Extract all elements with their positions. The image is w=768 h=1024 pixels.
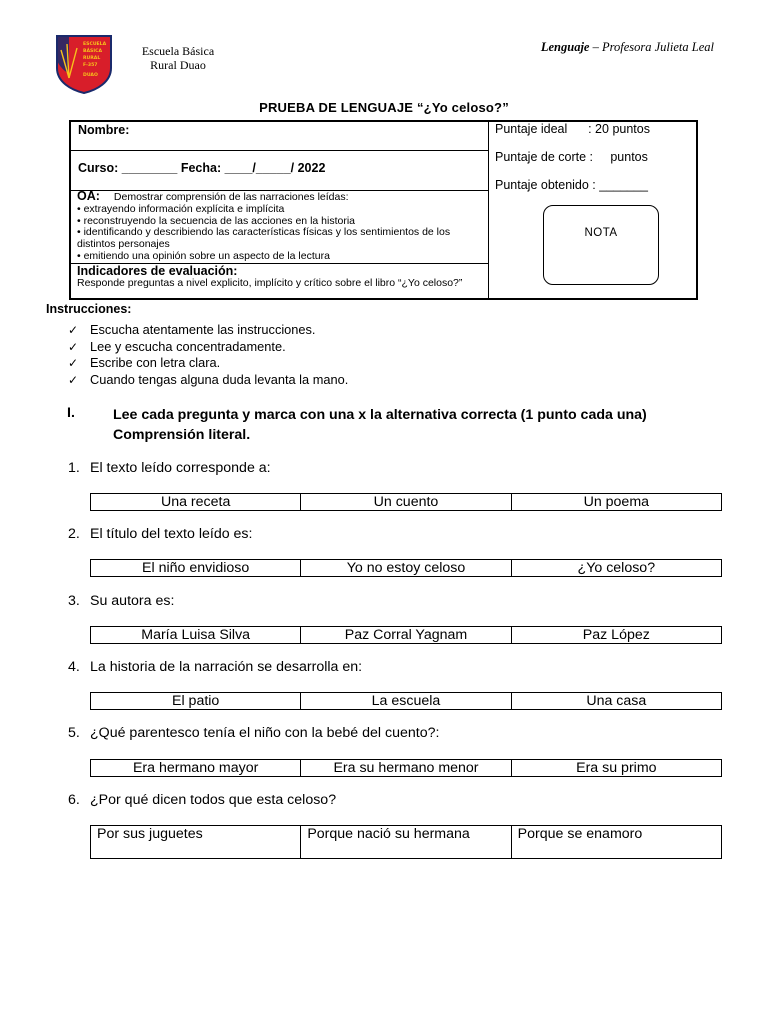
option-cell[interactable]: El patio (172, 693, 220, 709)
instruction-item (68, 339, 348, 356)
obtained-score[interactable]: Puntaje obtenido : _______ (495, 178, 648, 192)
question (68, 593, 174, 609)
oa-item: • extrayendo información explícita e implícita (77, 202, 285, 215)
info-table (69, 120, 698, 300)
option-cell[interactable]: Era hermano mayor (132, 760, 259, 776)
option-cell[interactable]: Porque nació su hermana (300, 826, 510, 858)
instruction-item (68, 355, 348, 372)
option-cell[interactable]: Un cuento (300, 494, 510, 510)
instruction-item (68, 322, 348, 339)
option-cell[interactable]: Un poema (511, 494, 721, 510)
option-cell[interactable]: Era su hermano menor (300, 760, 510, 776)
instruction-text: Escucha atentamente las instrucciones. (90, 322, 316, 337)
instruction-text: Cuando tengas alguna duda levanta la mano. (90, 371, 349, 387)
option-cell[interactable]: Paz López (511, 627, 721, 643)
logo-text-line: BÁSICA (83, 49, 103, 54)
question-number: 6. (68, 792, 80, 808)
options-row (90, 825, 722, 859)
checkmark-icon: ✓ (68, 356, 79, 370)
course-date-field[interactable]: Curso: ________ Fecha: ____/_____/ 2022 (71, 151, 489, 191)
subject-name: Lenguaje (540, 40, 590, 54)
option-cell[interactable]: Una receta (160, 494, 231, 510)
option-cell[interactable]: Por sus juguetes (97, 826, 203, 842)
instructions-title: Instrucciones: (46, 302, 132, 316)
question-number: 3. (68, 593, 80, 609)
option-cell[interactable]: El niño envidioso (142, 560, 250, 576)
question-number: 1. (68, 460, 80, 476)
question-number: 2. (68, 526, 80, 542)
question (68, 460, 271, 476)
indicators-text: Responde preguntas a nivel explicito, implícito y crítico sobre el libro “¿Yo celoso?” (77, 277, 463, 289)
oa-item: • identificando y describiendo las características físicas y los sentimientos de los distintos personajes (77, 226, 451, 251)
school-name (118, 44, 238, 72)
school-name-line: Rural Duao (150, 58, 206, 72)
option-cell[interactable]: Yo no estoy celoso (300, 560, 510, 576)
school-name-line: Escuela Básica (141, 44, 215, 58)
question (68, 792, 336, 808)
section-heading: Lee cada pregunta y marca con una x la alternativa correcta (1 punto cada una) Comprensión literal. (113, 407, 647, 443)
option-cell[interactable]: La escuela (300, 693, 510, 709)
oa-item: • emitiendo una opinión sobre un aspecto de la lectura (77, 249, 330, 262)
name-field[interactable]: Nombre: (71, 122, 489, 151)
school-logo (55, 34, 113, 94)
option-cell[interactable]: María Luisa Silva (141, 627, 251, 643)
instruction-text: Lee y escucha concentradamente. (90, 338, 286, 354)
oa-label: OA: (77, 189, 100, 203)
logo-text-line: RURAL (83, 56, 101, 61)
question-text: ¿Por qué dicen todos que esta celoso? (90, 792, 337, 808)
logo-text-line: F-357 (83, 63, 98, 68)
question-text: El título del texto leído es: (90, 526, 253, 542)
section-number: I. (67, 405, 75, 421)
indicators-label: Indicadores de evaluación: (77, 264, 238, 278)
checkmark-icon: ✓ (68, 339, 79, 354)
options-row (90, 559, 722, 577)
option-cell[interactable]: Paz Corral Yagnam (300, 627, 510, 643)
option-cell[interactable]: Porque se enamoro (511, 826, 721, 858)
logo-text-line: ESCUELA (83, 42, 107, 47)
logo-text-line: DUAO (83, 73, 98, 78)
checkmark-icon: ✓ (68, 372, 79, 387)
oa-intro: Demostrar comprensión de las narraciones leídas: (113, 191, 349, 203)
options-row (90, 493, 722, 511)
page-title: PRUEBA DE LENGUAJE “¿Yo celoso?” (259, 100, 509, 115)
question-text: Su autora es: (90, 593, 175, 609)
checkmark-icon: ✓ (68, 323, 79, 337)
question-number: 5. (68, 725, 80, 741)
oa-item: • reconstruyendo la secuencia de las acciones en la historia (77, 214, 356, 227)
instruction-item (68, 372, 348, 389)
ideal-score: Puntaje ideal : 20 puntos (495, 122, 650, 136)
question (68, 526, 252, 542)
options-row (90, 692, 722, 710)
teacher-name: – Profesora Julieta Leal (589, 40, 714, 54)
evaluation-indicators (71, 264, 489, 300)
option-cell[interactable]: Una casa (511, 693, 721, 709)
question (68, 725, 439, 741)
score-panel (489, 122, 696, 298)
question-text: La historia de la narración se desarrolla en: (90, 659, 363, 675)
subject-teacher (541, 40, 714, 55)
options-row (90, 759, 722, 777)
question-text: El texto leído corresponde a: (90, 460, 271, 476)
cutoff-score: Puntaje de corte : puntos (495, 150, 648, 164)
question-text: ¿Qué parentesco tenía el niño con la bebé del cuento?: (90, 725, 440, 741)
question-number: 4. (68, 659, 80, 675)
options-row (90, 626, 722, 644)
option-cell[interactable]: Era su primo (511, 760, 721, 776)
instruction-text: Escribe con letra clara. (90, 355, 221, 370)
option-cell[interactable]: ¿Yo celoso? (511, 560, 721, 576)
grade-label: NOTA (584, 227, 618, 239)
question (68, 659, 362, 675)
grade-box[interactable] (543, 205, 659, 285)
instructions-list (68, 322, 348, 388)
learning-objective (71, 191, 489, 264)
